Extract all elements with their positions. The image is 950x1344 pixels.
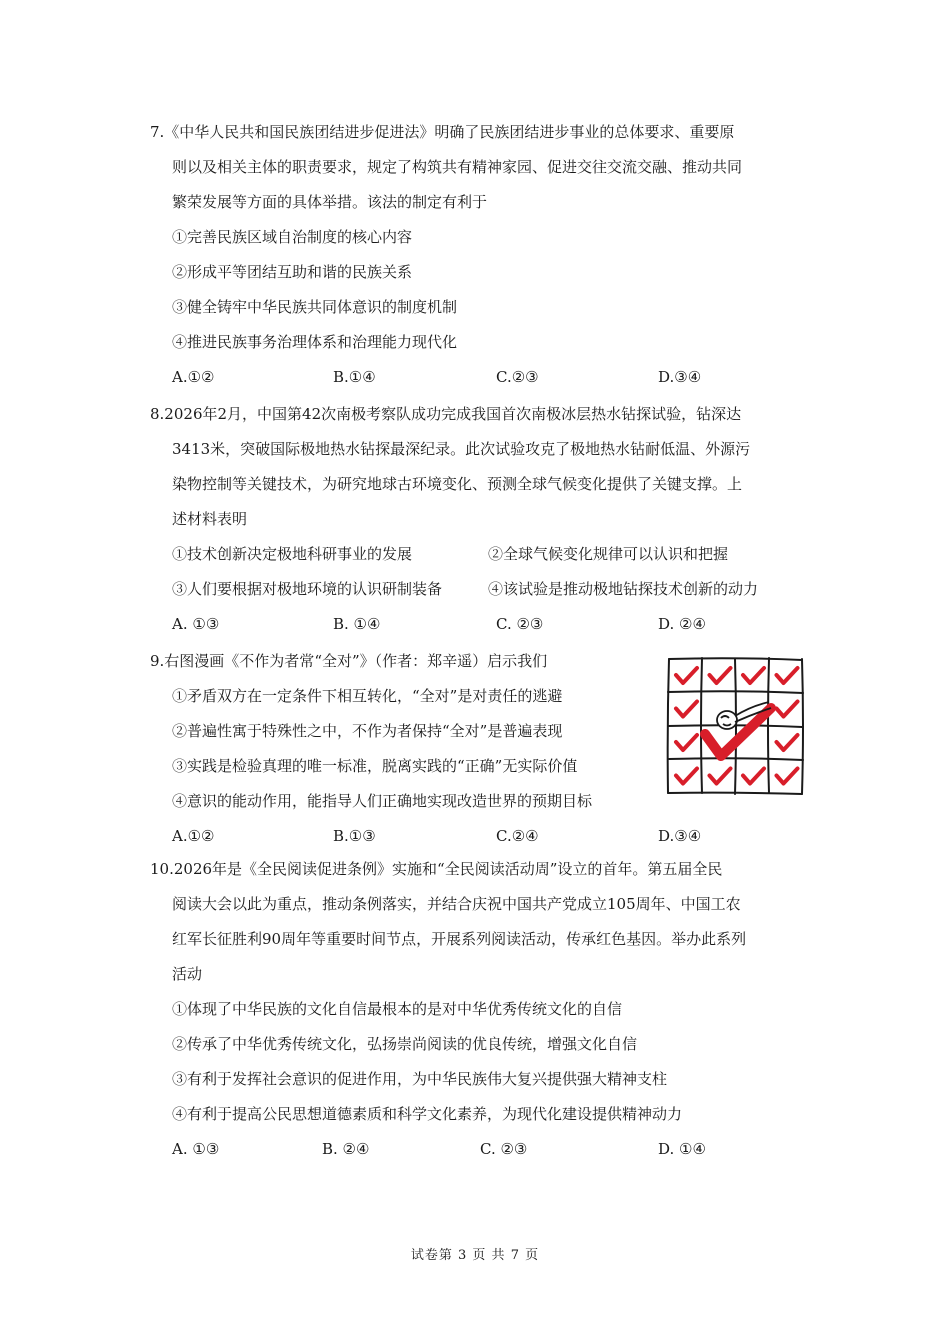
statement-row xyxy=(150,537,810,572)
question-stem-line: 7.《中华人民共和国民族团结进步促进法》明确了民族团结进步事业的总体要求、重要原 xyxy=(150,123,735,141)
check-mark-icon xyxy=(676,702,697,717)
question-stem-line: 3413米，突破国际极地热水钻探最深纪录。此次试验攻克了极地热水钻耐低温、外源污 xyxy=(172,440,751,458)
statement-option: ③健全铸牢中华民族共同体意识的制度机制 xyxy=(172,298,458,316)
check-mark-icon xyxy=(676,769,697,784)
statement-option: ②传承了中华优秀传统文化，弘扬崇尚阅读的优良传统，增强文化自信 xyxy=(172,1035,638,1053)
statement-option: ①矛盾双方在一定条件下相互转化，“全对”是对责任的逃避 xyxy=(172,687,563,705)
choice-a[interactable]: A.①② xyxy=(172,368,215,386)
question-stem-line: 8.2026年2月，中国第42次南极考察队成功完成我国首次南极冰层热水钻探试验，钻深达 xyxy=(150,405,742,423)
question-stem-line: 9.右图漫画《不作为者常“全对”》（作者：郑辛遥）启示我们 xyxy=(150,652,548,670)
question-stem-line: 10.2026年是《全民阅读促进条例》实施和“全民阅读活动周”设立的首年。第五届全民 xyxy=(150,860,723,878)
statement-option: ②普遍性寓于特殊性之中，不作为者保持“全对”是普遍表现 xyxy=(172,722,563,740)
statement-option: ①技术创新决定极地科研事业的发展 xyxy=(172,545,413,563)
choice-d[interactable]: D. ①④ xyxy=(658,1140,706,1158)
statement-option: ④推进民族事务治理体系和治理能力现代化 xyxy=(172,333,458,351)
check-mark-icon xyxy=(777,702,798,717)
check-mark-icon xyxy=(710,668,731,683)
choice-b[interactable]: B.①③ xyxy=(333,827,376,845)
check-mark-icon xyxy=(743,668,764,683)
answer-choices xyxy=(150,607,810,642)
statement-option: ②形成平等团结互助和谐的民族关系 xyxy=(172,263,413,281)
choice-c[interactable]: C.②③ xyxy=(496,368,539,386)
question-stem-line: 繁荣发展等方面的具体举措。该法的制定有利于 xyxy=(172,193,488,211)
question-stem-line: 述材料表明 xyxy=(172,510,248,528)
statement-row xyxy=(150,572,810,607)
choice-a[interactable]: A. ①③ xyxy=(172,615,220,633)
question-stem-line: 阅读大会以此为重点，推动条例落实，并结合庆祝中国共产党成立105周年、中国工农 xyxy=(172,895,741,913)
question-stem-line: 则以及相关主体的职责要求，规定了构筑共有精神家园、促进交往交流交融、推动共同 xyxy=(172,158,743,176)
choice-c[interactable]: C. ②③ xyxy=(480,1140,528,1158)
statement-option: ②全球气候变化规律可以认识和把握 xyxy=(488,545,729,563)
question-7 xyxy=(150,115,810,395)
statement-option: ③人们要根据对极地环境的认识研制装备 xyxy=(172,580,443,598)
check-mark-icon xyxy=(710,769,731,784)
statement-option: ①体现了中华民族的文化自信最根本的是对中华优秀传统文化的自信 xyxy=(172,1000,623,1018)
check-mark-icon xyxy=(777,769,798,784)
question-stem-line: 红军长征胜利90周年等重要时间节点，开展系列阅读活动，传承红色基因。举办此系列 xyxy=(172,930,747,948)
choice-b[interactable]: B. ①④ xyxy=(333,615,381,633)
page-footer: 试卷第 3 页 共 7 页 xyxy=(410,1248,540,1263)
choice-d[interactable]: D.③④ xyxy=(658,827,702,845)
statement-option: ④该试验是推动极地钻探技术创新的动力 xyxy=(488,580,759,598)
statement-option: ④有利于提高公民思想道德素质和科学文化素养，为现代化建设提供精神动力 xyxy=(172,1105,683,1123)
choice-b[interactable]: B.①④ xyxy=(333,368,376,386)
statement-option: ③实践是检验真理的唯一标准，脱离实践的“正确”无实际价值 xyxy=(172,757,578,775)
question-stem-line: 染物控制等关键技术，为研究地球古环境变化、预测全球气候变化提供了关键支撑。上 xyxy=(172,475,743,493)
answer-choices xyxy=(150,819,810,854)
check-mark-icon xyxy=(777,735,798,750)
question-10 xyxy=(150,852,810,1167)
check-mark-icon xyxy=(676,668,697,683)
question-stem-line: 活动 xyxy=(172,965,203,983)
choice-d[interactable]: D. ②④ xyxy=(658,615,706,633)
check-mark-icon xyxy=(743,769,764,784)
choice-b[interactable]: B. ②④ xyxy=(322,1140,370,1158)
cartoon-image xyxy=(665,656,805,796)
statement-option: ③有利于发挥社会意识的促进作用，为中华民族伟大复兴提供强大精神支柱 xyxy=(172,1070,668,1088)
choice-a[interactable]: A.①② xyxy=(172,827,215,845)
statement-option: ④意识的能动作用，能指导人们正确地实现改造世界的预期目标 xyxy=(172,792,593,810)
statement-option: ①完善民族区域自治制度的核心内容 xyxy=(172,228,413,246)
choice-a[interactable]: A. ①③ xyxy=(172,1140,220,1158)
choice-c[interactable]: C.②④ xyxy=(496,827,539,845)
check-mark-icon xyxy=(676,735,697,750)
answer-choices xyxy=(150,360,810,395)
choice-d[interactable]: D.③④ xyxy=(658,368,702,386)
question-8 xyxy=(150,397,810,642)
answer-choices xyxy=(150,1132,810,1167)
choice-c[interactable]: C. ②③ xyxy=(496,615,544,633)
check-mark-icon xyxy=(777,668,798,683)
